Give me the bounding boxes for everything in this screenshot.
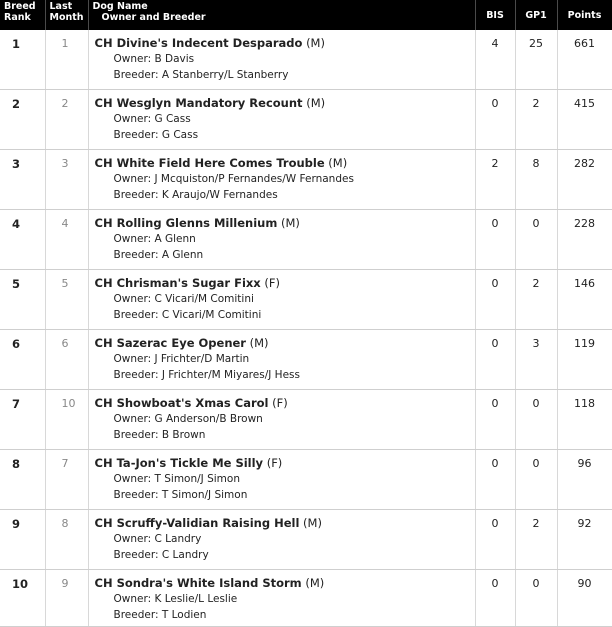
gp1-cell: 2 bbox=[515, 270, 557, 330]
points-cell: 415 bbox=[557, 90, 612, 150]
dog-info-cell bbox=[88, 210, 475, 270]
owner-label: Owner: bbox=[113, 353, 152, 365]
dog-info-cell bbox=[88, 570, 475, 627]
dog-info-cell bbox=[88, 150, 475, 210]
breeder-label: Breeder: bbox=[113, 369, 159, 381]
last-month-cell: 8 bbox=[45, 510, 88, 570]
dog-name: CH Ta-Jon's Tickle Me Silly bbox=[94, 456, 264, 470]
breeder-line bbox=[95, 487, 475, 503]
points-cell: 146 bbox=[557, 270, 612, 330]
dog-sex: (M) bbox=[306, 36, 325, 50]
owner-line bbox=[95, 351, 475, 367]
dog-info-cell bbox=[88, 390, 475, 450]
owner-label: Owner: bbox=[113, 53, 152, 65]
breed-rank-cell: 1 bbox=[0, 30, 45, 90]
points-cell: 90 bbox=[557, 570, 612, 627]
breeder-value: A Glenn bbox=[161, 249, 204, 261]
gp1-cell: 25 bbox=[515, 30, 557, 90]
dog-name-line bbox=[95, 275, 475, 291]
dog-sex: (M) bbox=[328, 156, 348, 170]
dog-info-cell bbox=[88, 330, 475, 390]
header-gp1[interactable]: GP1 bbox=[515, 0, 557, 30]
breeder-line bbox=[95, 547, 475, 563]
last-month-cell: 10 bbox=[45, 390, 88, 450]
bis-cell: 0 bbox=[475, 90, 515, 150]
owner-label: Owner: bbox=[113, 113, 152, 125]
dog-sex: (F) bbox=[264, 276, 280, 290]
dog-sex: (M) bbox=[303, 516, 322, 530]
breeder-label: Breeder: bbox=[113, 309, 159, 321]
bis-cell: 4 bbox=[475, 30, 515, 90]
dog-sex: (M) bbox=[306, 96, 326, 110]
last-month-cell: 7 bbox=[45, 450, 88, 510]
breed-rank-cell: 3 bbox=[0, 150, 45, 210]
owner-label: Owner: bbox=[113, 473, 152, 485]
bis-cell: 0 bbox=[475, 210, 515, 270]
gp1-cell: 0 bbox=[515, 210, 557, 270]
gp1-cell: 8 bbox=[515, 150, 557, 210]
breeder-label: Breeder: bbox=[113, 249, 159, 261]
owner-value: A Glenn bbox=[154, 233, 196, 245]
breeder-line bbox=[95, 127, 475, 143]
bis-cell: 0 bbox=[475, 450, 515, 510]
header-points[interactable]: Points bbox=[557, 0, 612, 30]
dog-name: CH Sazerac Eye Opener bbox=[94, 336, 246, 350]
dog-name: CH Wesglyn Mandatory Recount bbox=[94, 96, 303, 110]
breeder-value: J Frichter/M Miyares/J Hess bbox=[161, 369, 300, 381]
breeder-label: Breeder: bbox=[113, 69, 159, 81]
breeder-line bbox=[95, 307, 475, 323]
last-month-cell: 9 bbox=[45, 570, 88, 627]
header-dog-name-label: Dog Name bbox=[92, 1, 148, 12]
owner-line bbox=[95, 51, 475, 67]
bis-cell: 0 bbox=[475, 510, 515, 570]
breeder-label: Breeder: bbox=[113, 189, 159, 201]
owner-line bbox=[95, 411, 475, 427]
table-row bbox=[0, 330, 612, 390]
owner-label: Owner: bbox=[113, 293, 152, 305]
breeder-value: T Lodien bbox=[161, 609, 207, 621]
dog-name-line bbox=[95, 215, 475, 231]
owner-value: K Leslie/L Leslie bbox=[154, 593, 238, 605]
owner-line bbox=[95, 111, 475, 127]
breeder-value: C Landry bbox=[161, 549, 209, 561]
last-month-cell: 4 bbox=[45, 210, 88, 270]
dog-sex: (M) bbox=[249, 336, 269, 350]
header-dog-name[interactable] bbox=[88, 0, 475, 30]
header-bis[interactable]: BIS bbox=[475, 0, 515, 30]
dog-name: CH Rolling Glenns Millenium bbox=[94, 216, 278, 230]
gp1-cell: 2 bbox=[515, 90, 557, 150]
dog-info-cell bbox=[88, 450, 475, 510]
breed-rank-cell: 9 bbox=[0, 510, 45, 570]
dog-name-line bbox=[95, 575, 475, 591]
owner-value: B Davis bbox=[154, 53, 195, 65]
table-row bbox=[0, 210, 612, 270]
owner-value: G Cass bbox=[154, 113, 191, 125]
points-cell: 118 bbox=[557, 390, 612, 450]
owner-line bbox=[95, 231, 475, 247]
dog-name-line bbox=[95, 455, 475, 471]
owner-label: Owner: bbox=[113, 173, 152, 185]
gp1-cell: 0 bbox=[515, 450, 557, 510]
dog-name: CH White Field Here Comes Trouble bbox=[94, 156, 325, 170]
points-cell: 96 bbox=[557, 450, 612, 510]
dog-info-cell bbox=[88, 90, 475, 150]
breeder-label: Breeder: bbox=[113, 429, 159, 441]
last-month-cell: 5 bbox=[45, 270, 88, 330]
breed-rank-cell: 5 bbox=[0, 270, 45, 330]
gp1-cell: 2 bbox=[515, 510, 557, 570]
header-last-month[interactable] bbox=[45, 0, 88, 30]
breeder-value: K Araujo/W Fernandes bbox=[161, 189, 278, 201]
last-month-cell: 3 bbox=[45, 150, 88, 210]
owner-line bbox=[95, 171, 475, 187]
points-cell: 92 bbox=[557, 510, 612, 570]
points-cell: 282 bbox=[557, 150, 612, 210]
breeder-value: T Simon/J Simon bbox=[161, 489, 248, 501]
gp1-cell: 0 bbox=[515, 390, 557, 450]
table-row bbox=[0, 510, 612, 570]
owner-label: Owner: bbox=[113, 593, 152, 605]
header-last-month-line2: Month bbox=[49, 12, 84, 23]
dog-name: CH Divine's Indecent Desparado bbox=[94, 36, 303, 50]
breeder-value: G Cass bbox=[161, 129, 199, 141]
header-breed-rank-line1: Breed bbox=[4, 1, 36, 12]
dog-info-cell bbox=[88, 30, 475, 90]
dog-name-line bbox=[95, 515, 475, 531]
owner-line bbox=[95, 591, 475, 607]
header-owner-breeder-label: Owner and Breeder bbox=[101, 12, 206, 23]
points-cell: 228 bbox=[557, 210, 612, 270]
dog-name: CH Chrisman's Sugar Fixx bbox=[94, 276, 261, 290]
last-month-cell: 2 bbox=[45, 90, 88, 150]
header-last-month-line1: Last bbox=[49, 1, 73, 12]
breed-rank-cell: 6 bbox=[0, 330, 45, 390]
breeder-value: B Brown bbox=[161, 429, 206, 441]
breeder-label: Breeder: bbox=[113, 129, 159, 141]
owner-line bbox=[95, 291, 475, 307]
points-cell: 661 bbox=[557, 30, 612, 90]
breeder-line bbox=[95, 367, 475, 383]
dog-sex: (F) bbox=[266, 456, 283, 470]
dog-name: CH Showboat's Xmas Carol bbox=[94, 396, 269, 410]
gp1-cell: 3 bbox=[515, 330, 557, 390]
breeder-value: C Vicari/M Comitini bbox=[161, 309, 262, 321]
owner-value: G Anderson/B Brown bbox=[154, 413, 263, 425]
owner-label: Owner: bbox=[113, 413, 152, 425]
breeder-label: Breeder: bbox=[113, 549, 159, 561]
dog-sex: (M) bbox=[281, 216, 300, 230]
owner-value: C Vicari/M Comitini bbox=[154, 293, 254, 305]
breed-rank-cell: 7 bbox=[0, 390, 45, 450]
breed-rank-cell: 2 bbox=[0, 90, 45, 150]
gp1-cell: 0 bbox=[515, 570, 557, 627]
dog-name-line bbox=[95, 395, 475, 411]
dog-info-cell bbox=[88, 270, 475, 330]
owner-value: J Mcquiston/P Fernandes/W Fernandes bbox=[154, 173, 354, 185]
header-breed-rank[interactable] bbox=[0, 0, 45, 30]
breed-rank-cell: 4 bbox=[0, 210, 45, 270]
breeder-label: Breeder: bbox=[113, 489, 159, 501]
owner-line bbox=[95, 471, 475, 487]
dog-info-cell bbox=[88, 510, 475, 570]
dog-name-line bbox=[95, 335, 475, 351]
table-row bbox=[0, 450, 612, 510]
table-row bbox=[0, 270, 612, 330]
dog-name: CH Scruffy-Validian Raising Hell bbox=[94, 516, 300, 530]
owner-label: Owner: bbox=[113, 533, 152, 545]
owner-value: T Simon/J Simon bbox=[154, 473, 240, 485]
bis-cell: 0 bbox=[475, 570, 515, 627]
breeder-line bbox=[95, 187, 475, 203]
breeder-label: Breeder: bbox=[113, 609, 159, 621]
bis-cell: 0 bbox=[475, 270, 515, 330]
points-cell: 119 bbox=[557, 330, 612, 390]
dog-sex: (M) bbox=[305, 576, 325, 590]
table-row bbox=[0, 570, 612, 627]
dog-name-line bbox=[95, 95, 475, 111]
bis-cell: 0 bbox=[475, 390, 515, 450]
breed-rank-cell: 8 bbox=[0, 450, 45, 510]
table-row bbox=[0, 390, 612, 450]
table-row bbox=[0, 30, 612, 90]
owner-label: Owner: bbox=[113, 233, 152, 245]
table-row bbox=[0, 150, 612, 210]
dog-name-line bbox=[95, 35, 475, 51]
breeder-value: A Stanberry/L Stanberry bbox=[161, 69, 289, 81]
owner-value: C Landry bbox=[154, 533, 202, 545]
breed-rank-cell: 10 bbox=[0, 570, 45, 627]
table-header-row bbox=[0, 0, 612, 30]
owner-value: J Frichter/D Martin bbox=[154, 353, 250, 365]
breeder-line bbox=[95, 607, 475, 623]
header-breed-rank-line2: Rank bbox=[4, 12, 31, 23]
breeder-line bbox=[95, 67, 475, 83]
breeder-line bbox=[95, 427, 475, 443]
dog-sex: (F) bbox=[272, 396, 288, 410]
last-month-cell: 1 bbox=[45, 30, 88, 90]
dog-name: CH Sondra's White Island Storm bbox=[94, 576, 302, 590]
bis-cell: 2 bbox=[475, 150, 515, 210]
bis-cell: 0 bbox=[475, 330, 515, 390]
dog-name-line bbox=[95, 155, 475, 171]
last-month-cell: 6 bbox=[45, 330, 88, 390]
owner-line bbox=[95, 531, 475, 547]
table-row bbox=[0, 90, 612, 150]
breeder-line bbox=[95, 247, 475, 263]
